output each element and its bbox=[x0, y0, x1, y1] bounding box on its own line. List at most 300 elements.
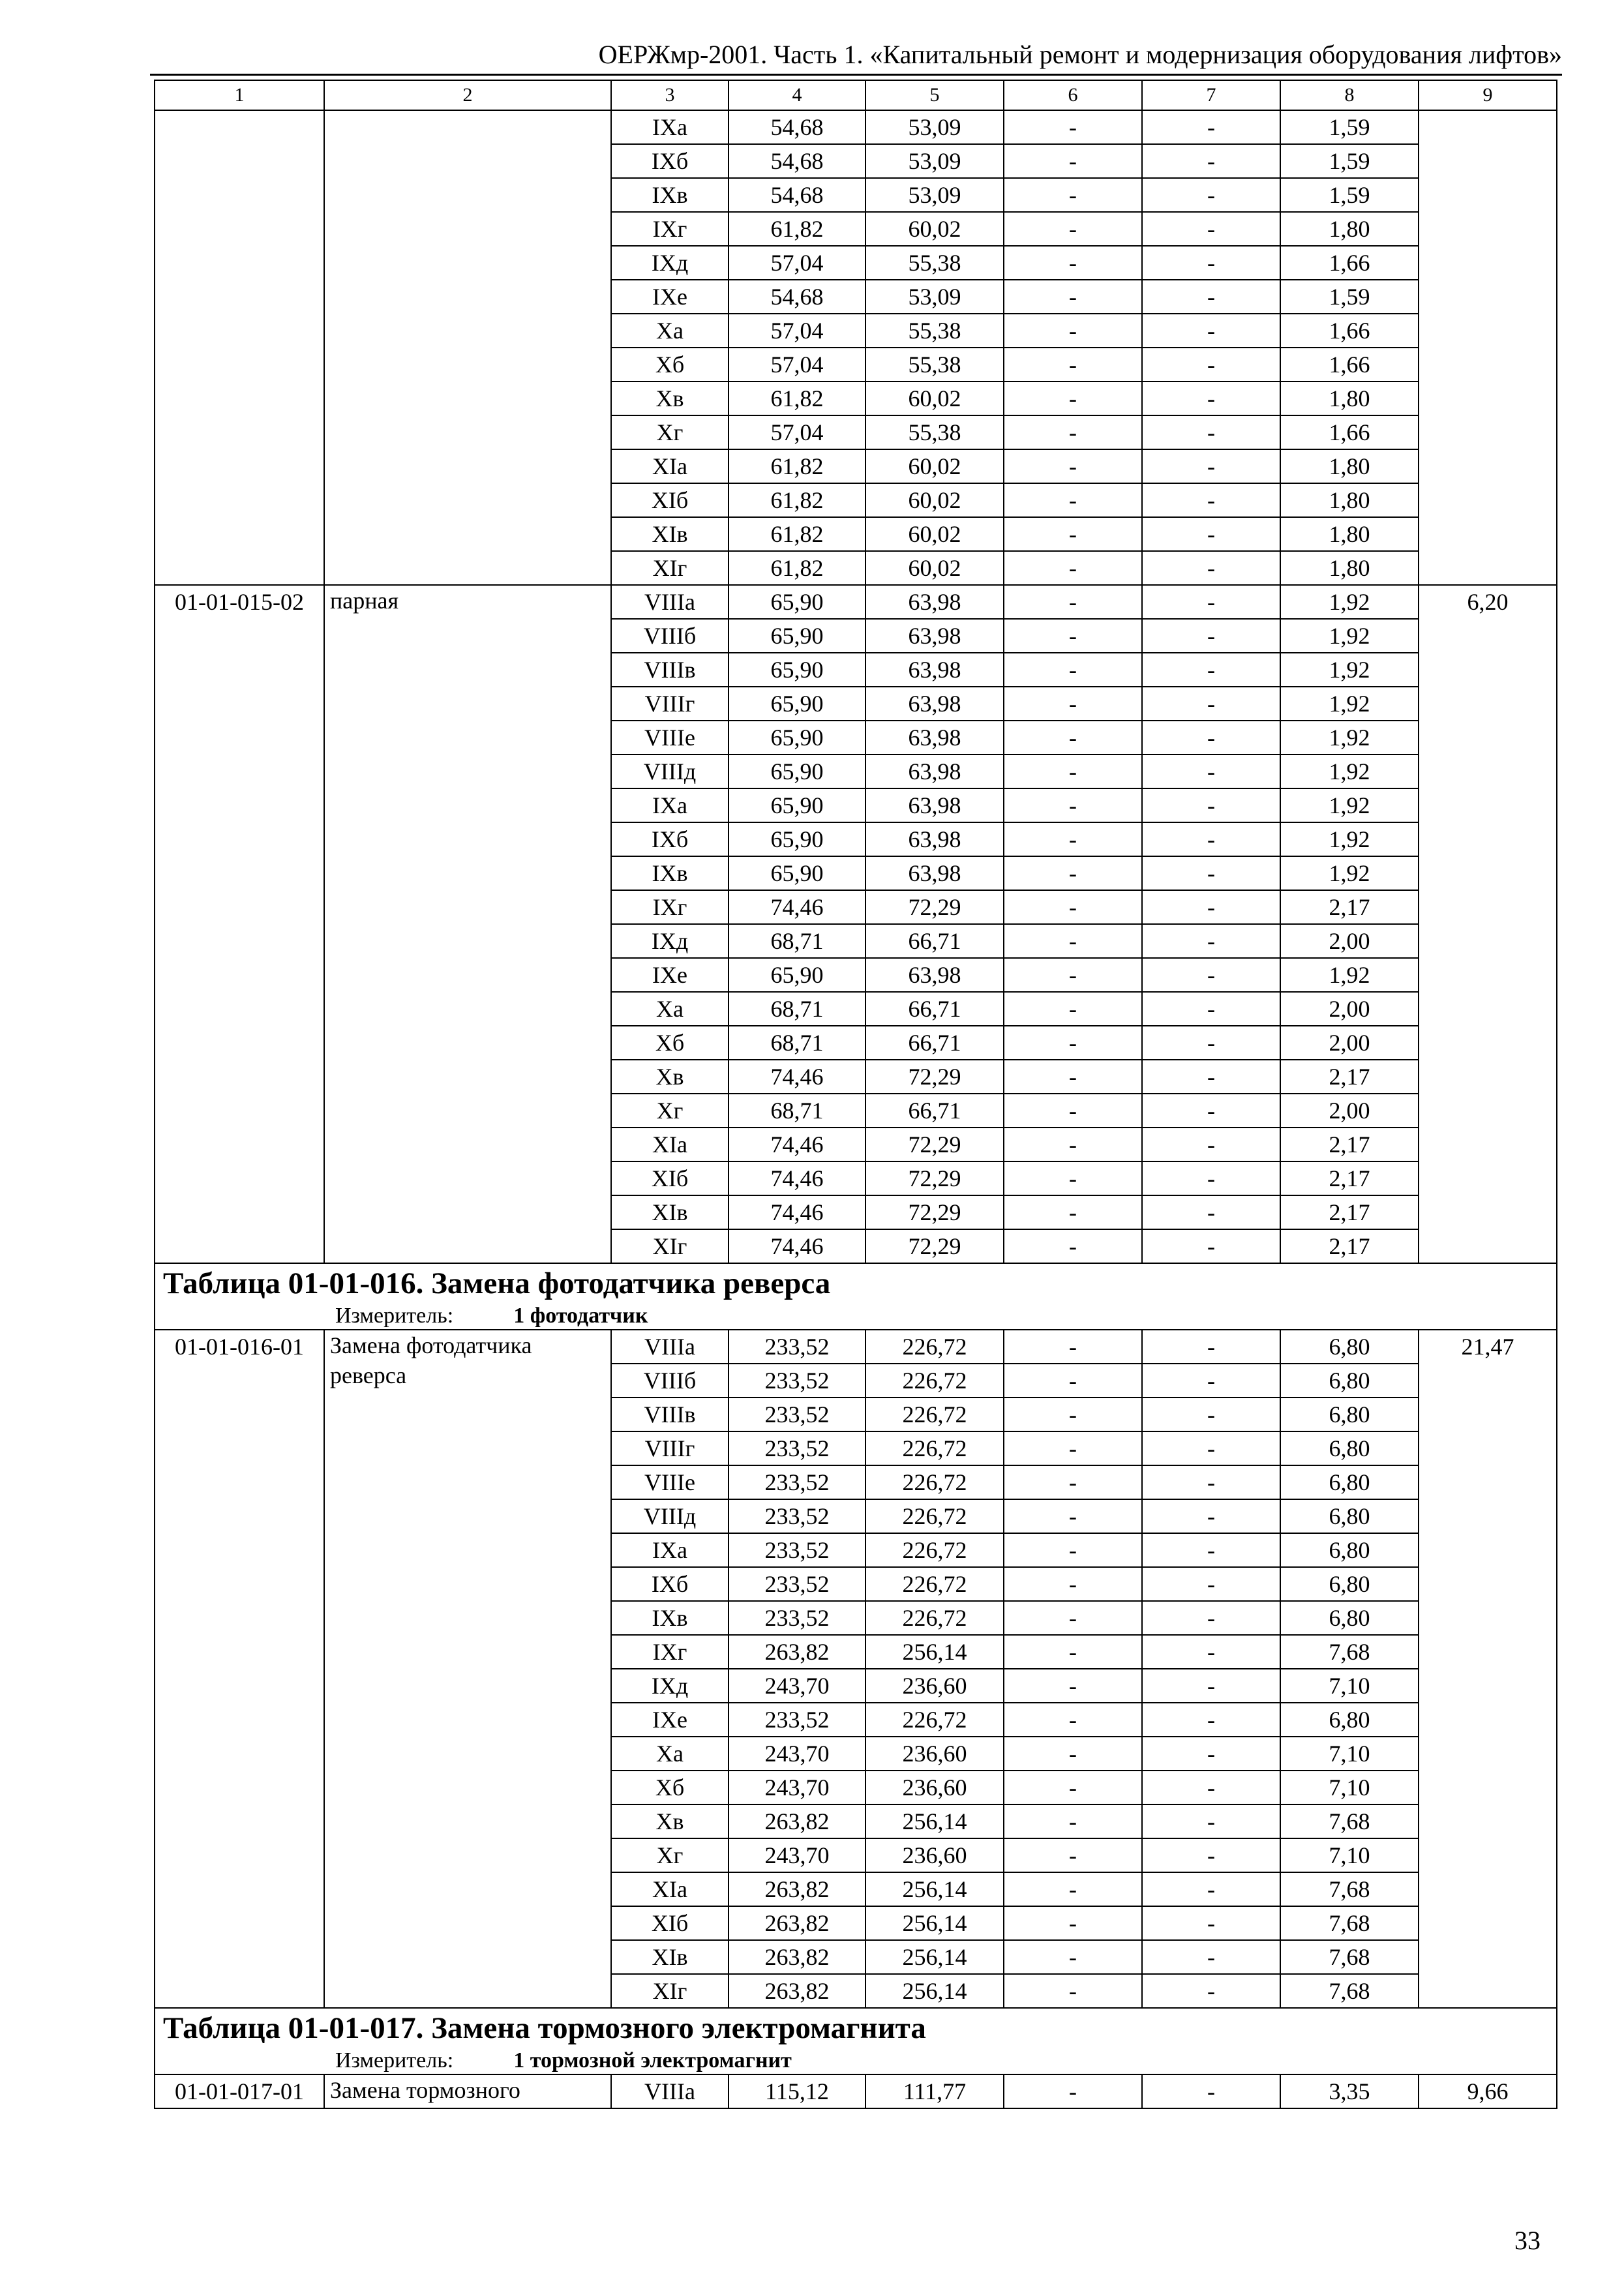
materials-cost-cell: 1,59 bbox=[1280, 178, 1419, 212]
machine-cost-cell: - bbox=[1004, 1026, 1142, 1060]
driver-wage-cell: - bbox=[1142, 1771, 1280, 1804]
total-cost-cell: 74,46 bbox=[729, 1229, 865, 1263]
total-cost-cell: 65,90 bbox=[729, 721, 865, 755]
total-cost-cell: 263,82 bbox=[729, 1804, 865, 1838]
materials-cost-cell: 1,92 bbox=[1280, 721, 1419, 755]
labor-cost-cell: 60,02 bbox=[865, 483, 1004, 517]
total-cost-cell: 233,52 bbox=[729, 1567, 865, 1601]
total-cost-cell: 243,70 bbox=[729, 1838, 865, 1872]
labor-cost-cell: 256,14 bbox=[865, 1974, 1004, 2008]
driver-wage-cell: - bbox=[1142, 1094, 1280, 1128]
machine-cost-cell: - bbox=[1004, 110, 1142, 144]
elevator-type-cell: IXд bbox=[611, 246, 729, 280]
driver-wage-cell: - bbox=[1142, 382, 1280, 415]
driver-wage-cell: - bbox=[1142, 551, 1280, 585]
labor-cost-cell: 226,72 bbox=[865, 1398, 1004, 1431]
total-cost-cell: 61,82 bbox=[729, 212, 865, 246]
labor-cost-cell: 60,02 bbox=[865, 517, 1004, 551]
labor-cost-cell: 226,72 bbox=[865, 1364, 1004, 1398]
measure-label: Измеритель: bbox=[335, 1304, 454, 1328]
machine-cost-cell: - bbox=[1004, 1533, 1142, 1567]
elevator-type-cell: IXд bbox=[611, 924, 729, 958]
materials-cost-cell: 7,10 bbox=[1280, 1771, 1419, 1804]
machine-cost-cell: - bbox=[1004, 1703, 1142, 1737]
labor-cost-cell: 236,60 bbox=[865, 1669, 1004, 1703]
machine-cost-cell: - bbox=[1004, 755, 1142, 788]
machine-cost-cell: - bbox=[1004, 1669, 1142, 1703]
elevator-type-cell: IXд bbox=[611, 1669, 729, 1703]
driver-wage-cell: - bbox=[1142, 1499, 1280, 1533]
driver-wage-cell: - bbox=[1142, 1567, 1280, 1601]
rate-code: 01-01-016-01 bbox=[155, 1330, 324, 2008]
driver-wage-cell: - bbox=[1142, 653, 1280, 687]
materials-cost-cell: 7,68 bbox=[1280, 1635, 1419, 1669]
column-number: 2 bbox=[324, 80, 611, 110]
total-cost-cell: 74,46 bbox=[729, 1128, 865, 1161]
labor-cost-cell: 63,98 bbox=[865, 653, 1004, 687]
materials-cost-cell: 1,92 bbox=[1280, 822, 1419, 856]
driver-wage-cell: - bbox=[1142, 721, 1280, 755]
labor-cost-cell: 226,72 bbox=[865, 1533, 1004, 1567]
work-name: Замена фотодатчика реверса bbox=[324, 1330, 611, 2008]
materials-cost-cell: 1,92 bbox=[1280, 619, 1419, 653]
labor-cost-cell: 111,77 bbox=[865, 2074, 1004, 2108]
labor-cost-cell: 72,29 bbox=[865, 1128, 1004, 1161]
driver-wage-cell: - bbox=[1142, 1601, 1280, 1635]
machine-cost-cell: - bbox=[1004, 1128, 1142, 1161]
labor-cost-cell: 60,02 bbox=[865, 212, 1004, 246]
driver-wage-cell: - bbox=[1142, 246, 1280, 280]
materials-cost-cell: 1,92 bbox=[1280, 755, 1419, 788]
driver-wage-cell: - bbox=[1142, 1635, 1280, 1669]
driver-wage-cell: - bbox=[1142, 958, 1280, 992]
materials-cost-cell: 6,80 bbox=[1280, 1431, 1419, 1465]
section-measure bbox=[163, 2048, 1556, 2074]
materials-cost-cell: 1,92 bbox=[1280, 653, 1419, 687]
elevator-type-cell: VIIIа bbox=[611, 585, 729, 619]
machine-cost-cell: - bbox=[1004, 1060, 1142, 1094]
machine-cost-cell: - bbox=[1004, 517, 1142, 551]
labor-cost-cell: 226,72 bbox=[865, 1567, 1004, 1601]
driver-wage-cell: - bbox=[1142, 280, 1280, 314]
driver-wage-cell: - bbox=[1142, 1229, 1280, 1263]
materials-cost-cell: 3,35 bbox=[1280, 2074, 1419, 2108]
elevator-type-cell: XIв bbox=[611, 517, 729, 551]
total-cost-cell: 54,68 bbox=[729, 144, 865, 178]
machine-cost-cell: - bbox=[1004, 483, 1142, 517]
machine-cost-cell: - bbox=[1004, 449, 1142, 483]
machine-cost-cell: - bbox=[1004, 2074, 1142, 2108]
elevator-type-cell: IXб bbox=[611, 1567, 729, 1601]
machine-cost-cell: - bbox=[1004, 1229, 1142, 1263]
total-cost-cell: 65,90 bbox=[729, 856, 865, 890]
total-cost-cell: 61,82 bbox=[729, 551, 865, 585]
section-header-row bbox=[155, 2008, 1557, 2074]
machine-cost-cell: - bbox=[1004, 1940, 1142, 1974]
elevator-type-cell: VIIIе bbox=[611, 721, 729, 755]
labor-cost-cell: 55,38 bbox=[865, 246, 1004, 280]
total-cost-cell: 65,90 bbox=[729, 958, 865, 992]
driver-wage-cell: - bbox=[1142, 788, 1280, 822]
materials-cost-cell: 1,92 bbox=[1280, 687, 1419, 721]
elevator-type-cell: XIб bbox=[611, 483, 729, 517]
rate-code bbox=[155, 110, 324, 585]
labor-cost-cell: 72,29 bbox=[865, 1060, 1004, 1094]
labor-cost-cell: 226,72 bbox=[865, 1465, 1004, 1499]
driver-wage-cell: - bbox=[1142, 1431, 1280, 1465]
machine-cost-cell: - bbox=[1004, 1499, 1142, 1533]
total-cost-cell: 57,04 bbox=[729, 415, 865, 449]
machine-cost-cell: - bbox=[1004, 1195, 1142, 1229]
section-title: Таблица 01-01-017. Замена тормозного электромагнита bbox=[163, 2011, 926, 2045]
materials-cost-cell: 2,00 bbox=[1280, 924, 1419, 958]
materials-cost-cell: 7,10 bbox=[1280, 1737, 1419, 1771]
elevator-type-cell: VIIIб bbox=[611, 1364, 729, 1398]
elevator-type-cell: Xг bbox=[611, 415, 729, 449]
machine-cost-cell: - bbox=[1004, 1872, 1142, 1906]
total-cost-cell: 233,52 bbox=[729, 1330, 865, 1364]
elevator-type-cell: IXе bbox=[611, 958, 729, 992]
elevator-type-cell: VIIIа bbox=[611, 1330, 729, 1364]
machine-cost-cell: - bbox=[1004, 1465, 1142, 1499]
labor-cost-cell: 63,98 bbox=[865, 619, 1004, 653]
machine-cost-cell: - bbox=[1004, 1974, 1142, 2008]
materials-cost-cell: 6,80 bbox=[1280, 1330, 1419, 1364]
total-cost-cell: 65,90 bbox=[729, 788, 865, 822]
driver-wage-cell: - bbox=[1142, 314, 1280, 348]
machine-cost-cell: - bbox=[1004, 178, 1142, 212]
labor-cost-cell: 60,02 bbox=[865, 382, 1004, 415]
materials-cost-cell: 2,17 bbox=[1280, 890, 1419, 924]
elevator-type-cell: XIг bbox=[611, 1229, 729, 1263]
total-cost-cell: 65,90 bbox=[729, 687, 865, 721]
materials-cost-cell: 6,80 bbox=[1280, 1499, 1419, 1533]
table-row bbox=[155, 2074, 1557, 2108]
driver-wage-cell: - bbox=[1142, 1804, 1280, 1838]
elevator-type-cell: VIIIв bbox=[611, 1398, 729, 1431]
labor-cost-cell: 63,98 bbox=[865, 788, 1004, 822]
labor-cost-cell: 256,14 bbox=[865, 1635, 1004, 1669]
driver-wage-cell: - bbox=[1142, 1737, 1280, 1771]
machine-cost-cell: - bbox=[1004, 1771, 1142, 1804]
materials-cost-cell: 6,80 bbox=[1280, 1364, 1419, 1398]
machine-cost-cell: - bbox=[1004, 924, 1142, 958]
page-header bbox=[150, 36, 1562, 76]
section-header-row bbox=[155, 1263, 1557, 1330]
materials-cost-cell: 2,17 bbox=[1280, 1161, 1419, 1195]
work-name: Замена тормозного bbox=[324, 2074, 611, 2108]
section-measure bbox=[163, 1303, 1556, 1329]
machine-cost-cell: - bbox=[1004, 890, 1142, 924]
materials-cost-cell: 7,68 bbox=[1280, 1974, 1419, 2008]
total-cost-cell: 65,90 bbox=[729, 755, 865, 788]
labor-cost-cell: 236,60 bbox=[865, 1838, 1004, 1872]
rate-code: 01-01-017-01 bbox=[155, 2074, 324, 2108]
elevator-type-cell: IXб bbox=[611, 822, 729, 856]
driver-wage-cell: - bbox=[1142, 1703, 1280, 1737]
materials-cost-cell: 1,66 bbox=[1280, 246, 1419, 280]
machine-cost-cell: - bbox=[1004, 415, 1142, 449]
driver-wage-cell: - bbox=[1142, 1906, 1280, 1940]
labor-cost-cell: 66,71 bbox=[865, 1026, 1004, 1060]
total-cost-cell: 57,04 bbox=[729, 314, 865, 348]
machine-cost-cell: - bbox=[1004, 1398, 1142, 1431]
materials-cost-cell: 6,80 bbox=[1280, 1601, 1419, 1635]
driver-wage-cell: - bbox=[1142, 1872, 1280, 1906]
driver-wage-cell: - bbox=[1142, 1838, 1280, 1872]
labor-cost-cell: 63,98 bbox=[865, 822, 1004, 856]
total-cost-cell: 243,70 bbox=[729, 1669, 865, 1703]
total-cost-cell: 68,71 bbox=[729, 992, 865, 1026]
driver-wage-cell: - bbox=[1142, 1940, 1280, 1974]
driver-wage-cell: - bbox=[1142, 856, 1280, 890]
driver-wage-cell: - bbox=[1142, 449, 1280, 483]
page-number: 33 bbox=[1514, 2226, 1541, 2255]
table-row bbox=[155, 1330, 1557, 1364]
machine-cost-cell: - bbox=[1004, 382, 1142, 415]
elevator-type-cell: XIв bbox=[611, 1940, 729, 1974]
materials-cost-cell: 1,66 bbox=[1280, 415, 1419, 449]
driver-wage-cell: - bbox=[1142, 144, 1280, 178]
materials-cost-cell: 2,00 bbox=[1280, 1094, 1419, 1128]
materials-cost-cell: 2,17 bbox=[1280, 1128, 1419, 1161]
total-cost-cell: 57,04 bbox=[729, 246, 865, 280]
driver-wage-cell: - bbox=[1142, 619, 1280, 653]
labor-cost-cell: 60,02 bbox=[865, 449, 1004, 483]
total-cost-cell: 233,52 bbox=[729, 1499, 865, 1533]
labor-cost-cell: 53,09 bbox=[865, 144, 1004, 178]
column-number: 7 bbox=[1142, 80, 1280, 110]
total-cost-cell: 74,46 bbox=[729, 1195, 865, 1229]
materials-cost-cell: 6,80 bbox=[1280, 1398, 1419, 1431]
materials-cost-cell: 2,17 bbox=[1280, 1229, 1419, 1263]
materials-cost-cell: 7,68 bbox=[1280, 1804, 1419, 1838]
elevator-type-cell: IXа bbox=[611, 110, 729, 144]
elevator-type-cell: IXв bbox=[611, 1601, 729, 1635]
machine-cost-cell: - bbox=[1004, 1567, 1142, 1601]
materials-cost-cell: 2,00 bbox=[1280, 1026, 1419, 1060]
labor-cost-cell: 63,98 bbox=[865, 687, 1004, 721]
elevator-type-cell: IXг bbox=[611, 212, 729, 246]
measure-value: 1 тормозной электромагнит bbox=[513, 2048, 792, 2072]
materials-cost-cell: 7,10 bbox=[1280, 1838, 1419, 1872]
total-cost-cell: 233,52 bbox=[729, 1601, 865, 1635]
machine-cost-cell: - bbox=[1004, 585, 1142, 619]
labor-cost-cell: 55,38 bbox=[865, 314, 1004, 348]
total-cost-cell: 243,70 bbox=[729, 1737, 865, 1771]
total-cost-cell: 54,68 bbox=[729, 178, 865, 212]
elevator-type-cell: Xб bbox=[611, 348, 729, 382]
materials-cost-cell: 1,80 bbox=[1280, 517, 1419, 551]
column-number: 6 bbox=[1004, 80, 1142, 110]
labor-cost-cell: 55,38 bbox=[865, 415, 1004, 449]
driver-wage-cell: - bbox=[1142, 2074, 1280, 2108]
driver-wage-cell: - bbox=[1142, 992, 1280, 1026]
total-cost-cell: 65,90 bbox=[729, 619, 865, 653]
elevator-type-cell: Xв bbox=[611, 1060, 729, 1094]
materials-cost-cell: 1,80 bbox=[1280, 551, 1419, 585]
machine-cost-cell: - bbox=[1004, 721, 1142, 755]
labor-cost-cell: 226,72 bbox=[865, 1601, 1004, 1635]
driver-wage-cell: - bbox=[1142, 1330, 1280, 1364]
column-number: 5 bbox=[865, 80, 1004, 110]
header-title: ОЕРЖмр-2001. Часть 1. «Капитальный ремонт и модернизация оборудования лифтов» bbox=[598, 40, 1562, 69]
labor-hours: 21,47 bbox=[1419, 1330, 1557, 2008]
labor-cost-cell: 256,14 bbox=[865, 1872, 1004, 1906]
machine-cost-cell: - bbox=[1004, 619, 1142, 653]
work-name: парная bbox=[324, 585, 611, 1263]
materials-cost-cell: 2,17 bbox=[1280, 1060, 1419, 1094]
total-cost-cell: 115,12 bbox=[729, 2074, 865, 2108]
column-numbers-row bbox=[155, 80, 1557, 110]
driver-wage-cell: - bbox=[1142, 1195, 1280, 1229]
elevator-type-cell: IXе bbox=[611, 1703, 729, 1737]
total-cost-cell: 263,82 bbox=[729, 1940, 865, 1974]
elevator-type-cell: Xв bbox=[611, 382, 729, 415]
labor-cost-cell: 63,98 bbox=[865, 755, 1004, 788]
elevator-type-cell: IXе bbox=[611, 280, 729, 314]
total-cost-cell: 233,52 bbox=[729, 1431, 865, 1465]
materials-cost-cell: 1,92 bbox=[1280, 585, 1419, 619]
machine-cost-cell: - bbox=[1004, 822, 1142, 856]
section-title: Таблица 01-01-016. Замена фотодатчика реверса bbox=[163, 1266, 831, 1300]
labor-cost-cell: 236,60 bbox=[865, 1771, 1004, 1804]
elevator-type-cell: VIIIг bbox=[611, 1431, 729, 1465]
machine-cost-cell: - bbox=[1004, 1635, 1142, 1669]
column-number: 3 bbox=[611, 80, 729, 110]
machine-cost-cell: - bbox=[1004, 348, 1142, 382]
machine-cost-cell: - bbox=[1004, 1330, 1142, 1364]
column-number: 9 bbox=[1419, 80, 1557, 110]
total-cost-cell: 68,71 bbox=[729, 924, 865, 958]
total-cost-cell: 65,90 bbox=[729, 653, 865, 687]
elevator-type-cell: XIб bbox=[611, 1161, 729, 1195]
materials-cost-cell: 1,80 bbox=[1280, 382, 1419, 415]
materials-cost-cell: 7,10 bbox=[1280, 1669, 1419, 1703]
labor-cost-cell: 72,29 bbox=[865, 890, 1004, 924]
labor-cost-cell: 226,72 bbox=[865, 1330, 1004, 1364]
machine-cost-cell: - bbox=[1004, 687, 1142, 721]
column-number: 4 bbox=[729, 80, 865, 110]
work-name bbox=[324, 110, 611, 585]
labor-cost-cell: 72,29 bbox=[865, 1195, 1004, 1229]
labor-cost-cell: 72,29 bbox=[865, 1229, 1004, 1263]
elevator-type-cell: XIг bbox=[611, 551, 729, 585]
driver-wage-cell: - bbox=[1142, 1364, 1280, 1398]
labor-cost-cell: 66,71 bbox=[865, 1094, 1004, 1128]
elevator-type-cell: Xа bbox=[611, 992, 729, 1026]
machine-cost-cell: - bbox=[1004, 144, 1142, 178]
labor-hours: 9,66 bbox=[1419, 2074, 1557, 2108]
elevator-type-cell: Xб bbox=[611, 1771, 729, 1804]
column-number: 1 bbox=[155, 80, 324, 110]
elevator-type-cell: IXв bbox=[611, 178, 729, 212]
total-cost-cell: 61,82 bbox=[729, 517, 865, 551]
machine-cost-cell: - bbox=[1004, 1431, 1142, 1465]
elevator-type-cell: VIIIг bbox=[611, 687, 729, 721]
materials-cost-cell: 6,80 bbox=[1280, 1703, 1419, 1737]
labor-cost-cell: 63,98 bbox=[865, 585, 1004, 619]
machine-cost-cell: - bbox=[1004, 1094, 1142, 1128]
labor-hours bbox=[1419, 110, 1557, 585]
total-cost-cell: 243,70 bbox=[729, 1771, 865, 1804]
driver-wage-cell: - bbox=[1142, 1060, 1280, 1094]
machine-cost-cell: - bbox=[1004, 1906, 1142, 1940]
elevator-type-cell: Xг bbox=[611, 1094, 729, 1128]
driver-wage-cell: - bbox=[1142, 178, 1280, 212]
elevator-type-cell: IXа bbox=[611, 788, 729, 822]
labor-cost-cell: 53,09 bbox=[865, 280, 1004, 314]
total-cost-cell: 263,82 bbox=[729, 1635, 865, 1669]
labor-cost-cell: 256,14 bbox=[865, 1940, 1004, 1974]
total-cost-cell: 68,71 bbox=[729, 1026, 865, 1060]
section-header bbox=[155, 2008, 1557, 2074]
elevator-type-cell: Xа bbox=[611, 1737, 729, 1771]
labor-cost-cell: 53,09 bbox=[865, 178, 1004, 212]
driver-wage-cell: - bbox=[1142, 1026, 1280, 1060]
driver-wage-cell: - bbox=[1142, 585, 1280, 619]
total-cost-cell: 233,52 bbox=[729, 1703, 865, 1737]
driver-wage-cell: - bbox=[1142, 755, 1280, 788]
driver-wage-cell: - bbox=[1142, 1533, 1280, 1567]
driver-wage-cell: - bbox=[1142, 1161, 1280, 1195]
labor-hours: 6,20 bbox=[1419, 585, 1557, 1263]
machine-cost-cell: - bbox=[1004, 1601, 1142, 1635]
materials-cost-cell: 1,66 bbox=[1280, 348, 1419, 382]
elevator-type-cell: VIIIе bbox=[611, 1465, 729, 1499]
elevator-type-cell: XIа bbox=[611, 449, 729, 483]
driver-wage-cell: - bbox=[1142, 110, 1280, 144]
machine-cost-cell: - bbox=[1004, 958, 1142, 992]
driver-wage-cell: - bbox=[1142, 483, 1280, 517]
driver-wage-cell: - bbox=[1142, 1669, 1280, 1703]
total-cost-cell: 54,68 bbox=[729, 280, 865, 314]
machine-cost-cell: - bbox=[1004, 856, 1142, 890]
driver-wage-cell: - bbox=[1142, 1974, 1280, 2008]
elevator-type-cell: IXг bbox=[611, 1635, 729, 1669]
elevator-type-cell: Xв bbox=[611, 1804, 729, 1838]
driver-wage-cell: - bbox=[1142, 1128, 1280, 1161]
table-row bbox=[155, 585, 1557, 619]
driver-wage-cell: - bbox=[1142, 687, 1280, 721]
labor-cost-cell: 226,72 bbox=[865, 1703, 1004, 1737]
total-cost-cell: 263,82 bbox=[729, 1906, 865, 1940]
total-cost-cell: 65,90 bbox=[729, 822, 865, 856]
labor-cost-cell: 72,29 bbox=[865, 1161, 1004, 1195]
section-header bbox=[155, 1263, 1557, 1330]
total-cost-cell: 233,52 bbox=[729, 1533, 865, 1567]
machine-cost-cell: - bbox=[1004, 314, 1142, 348]
total-cost-cell: 61,82 bbox=[729, 382, 865, 415]
driver-wage-cell: - bbox=[1142, 1465, 1280, 1499]
total-cost-cell: 74,46 bbox=[729, 1060, 865, 1094]
machine-cost-cell: - bbox=[1004, 653, 1142, 687]
labor-cost-cell: 256,14 bbox=[865, 1906, 1004, 1940]
measure-label: Измеритель: bbox=[335, 2048, 454, 2072]
elevator-type-cell: VIIIд bbox=[611, 755, 729, 788]
materials-cost-cell: 1,59 bbox=[1280, 110, 1419, 144]
machine-cost-cell: - bbox=[1004, 246, 1142, 280]
labor-cost-cell: 53,09 bbox=[865, 110, 1004, 144]
elevator-type-cell: XIа bbox=[611, 1128, 729, 1161]
elevator-type-cell: Xа bbox=[611, 314, 729, 348]
materials-cost-cell: 1,92 bbox=[1280, 958, 1419, 992]
total-cost-cell: 61,82 bbox=[729, 483, 865, 517]
driver-wage-cell: - bbox=[1142, 890, 1280, 924]
materials-cost-cell: 2,17 bbox=[1280, 1195, 1419, 1229]
materials-cost-cell: 1,80 bbox=[1280, 212, 1419, 246]
elevator-type-cell: Xб bbox=[611, 1026, 729, 1060]
